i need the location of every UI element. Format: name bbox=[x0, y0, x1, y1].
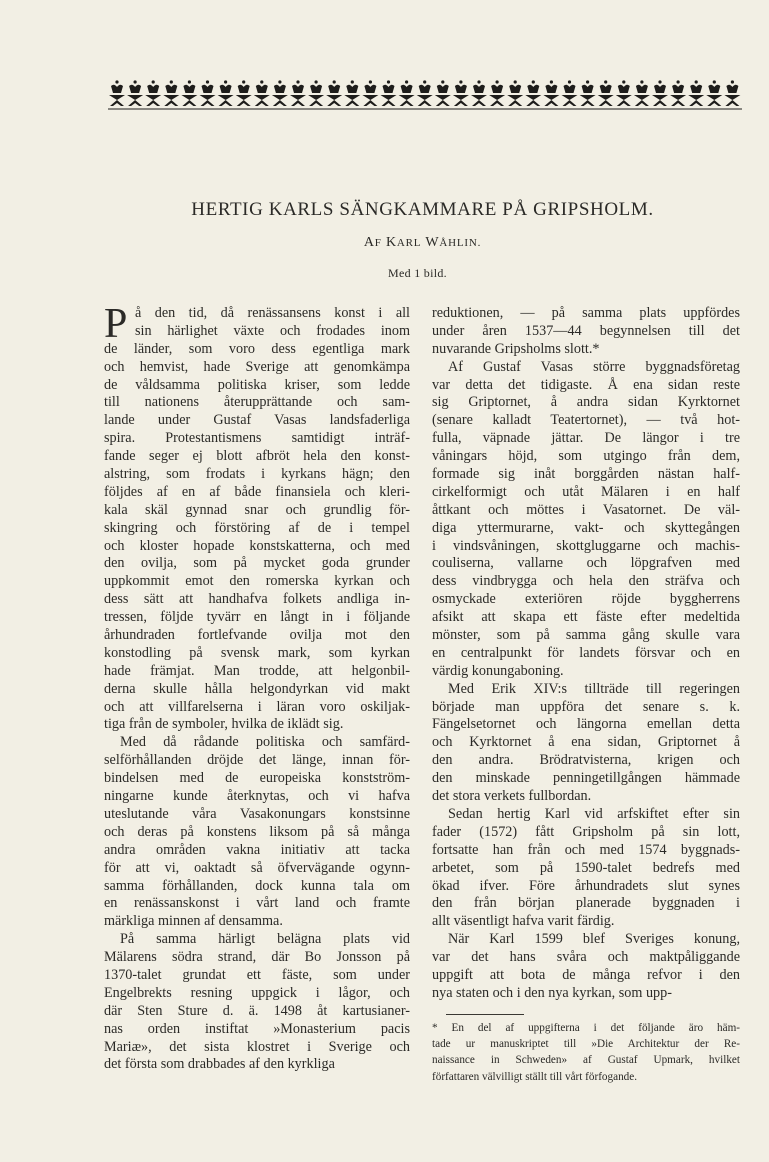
ornament-motif bbox=[417, 80, 433, 106]
ornament-motif bbox=[562, 80, 578, 106]
text-line: fortsatte han från och med 1574 byggnads- bbox=[432, 841, 740, 858]
ornament-motif bbox=[525, 80, 541, 106]
text-line: spira. Protestantismens samtidigt inträf- bbox=[104, 430, 410, 447]
byline-author-rest2: ÅHLIN. bbox=[439, 237, 482, 249]
text-line: å den tid, då renässansens konst i all bbox=[135, 305, 410, 321]
text-line: lande under Gustaf Vasas landsfaderliga bbox=[104, 412, 410, 429]
text-line: sig Griptornet, å andra sidan Kyrktornet bbox=[432, 394, 740, 411]
ornament-motif bbox=[543, 80, 559, 106]
text-line: konstodling på svensk mark, som kyrkan bbox=[104, 644, 410, 661]
text-line: afsikt att skapa ett fäste efter medeltida bbox=[432, 609, 740, 626]
text-line: allt väsentligt hafva varit färdig. bbox=[432, 913, 615, 930]
ornament-motif bbox=[326, 80, 342, 106]
text-line: värdig konungaboning. bbox=[432, 662, 564, 679]
text-line: selförhållanden dröjde det länge, innan för- bbox=[104, 752, 410, 769]
text-line: började man uppföra det senare s. k. bbox=[432, 698, 740, 715]
ornament-motif bbox=[290, 80, 306, 106]
illustration-note: Med 1 bild. bbox=[388, 266, 447, 280]
text-line: märkliga minnen af densamma. bbox=[104, 913, 283, 930]
text-line: Af Gustaf Vasas större byggnadsföretag bbox=[448, 358, 740, 375]
text-line: en renässanskonst i vårt land och framte bbox=[104, 895, 410, 912]
text-line: Med Erik XIV:s tillträde till regeringen bbox=[448, 680, 740, 697]
ornament-motif bbox=[724, 80, 740, 106]
text-line: När Karl 1599 blef Sveriges konung, bbox=[448, 931, 740, 948]
ornament-motif bbox=[435, 80, 451, 106]
text-line: och hemvist, hade Sverige att genomkämpa bbox=[104, 358, 410, 375]
text-line: under åren 1537—44 begynnelsen till det bbox=[432, 322, 740, 339]
ornament-motif bbox=[127, 80, 143, 106]
text-line: alstring, som frodats i kyrkans hägn; den bbox=[104, 466, 410, 483]
text-line: diga yttermurarne, vakt- och skyttegången bbox=[432, 519, 740, 536]
decorative-ornament-band bbox=[108, 78, 742, 112]
byline-author-cap2: W bbox=[425, 235, 440, 250]
text-line: var detta det tidigaste. Å ena sidan reste bbox=[432, 376, 740, 393]
text-line: Mälarens södra strand, där Bo Jonsson på bbox=[104, 949, 410, 966]
ornament-motif bbox=[163, 80, 179, 106]
text-line: tiga från de symboler, hvilka de iklädt sig. bbox=[104, 716, 344, 733]
article-title: HERTIG KARLS SÄNGKAMMARE PÅ GRIPSHOLM. bbox=[191, 199, 654, 220]
byline-prefix-rest: F bbox=[374, 237, 382, 249]
text-line: cirkelformigt och utåt Mälaren i en half bbox=[432, 483, 740, 500]
text-line: de våldsamma politiska kriser, som ledde bbox=[104, 376, 410, 393]
text-line: den andra. Brödratvisterna, krigen och bbox=[432, 752, 740, 769]
ornament-motif bbox=[489, 80, 505, 106]
text-line: det första som drabbades af den kyrkliga bbox=[104, 1056, 335, 1073]
byline-author-rest1: ARL bbox=[396, 237, 422, 249]
text-line: osmyckade exteriören röjde byggherrens bbox=[432, 591, 740, 608]
text-line: fulla, väpnade jättar. De längor i tre bbox=[432, 430, 740, 447]
ornament-motif bbox=[344, 80, 360, 106]
ornament-motif bbox=[652, 80, 668, 106]
text-line: Engelbrekts resning uppgick i lågor, och bbox=[104, 984, 410, 1001]
ornament-motif bbox=[634, 80, 650, 106]
text-line: uppgift att bota de många refvor i den bbox=[432, 966, 740, 983]
text-line: en centralpunkt för landets försvar och en bbox=[432, 644, 740, 661]
text-line: nuvarande Gripsholms slott.* bbox=[432, 340, 600, 357]
text-line: och Kyrktornet å ena sidan, Griptornet å bbox=[432, 734, 740, 751]
text-line: skingring och förstöring af de i tempel bbox=[104, 519, 410, 536]
right-text-column bbox=[432, 305, 740, 1003]
text-line: Mariæ», det sista klostret i Sverige och bbox=[104, 1038, 410, 1055]
text-line: det stora verkets fullbordan. bbox=[432, 788, 592, 805]
text-line: andra områden vakna initiativ att tacka bbox=[104, 841, 410, 858]
byline-prefix-cap: A bbox=[363, 235, 375, 250]
ornament-motif bbox=[453, 80, 469, 106]
ornament-motif bbox=[308, 80, 324, 106]
text-line: ningarne kunde återknytas, och vi hafva bbox=[104, 788, 410, 805]
text-line: kala skäl gynnad snar och grundlig för- bbox=[104, 501, 410, 518]
text-line: i vindsvåningen, skottgluggarne och machis- bbox=[432, 537, 740, 554]
text-line: den minskade penningetillgången hämmade bbox=[432, 770, 740, 787]
ornament-motif bbox=[181, 80, 197, 106]
ornament-motif bbox=[598, 80, 614, 106]
text-line: följdes af en af både finansiela och kleri- bbox=[104, 483, 410, 500]
text-line: arbetet, som på 1590-talet bedrefs med bbox=[432, 859, 740, 876]
text-line: På samma härligt belägna plats vid bbox=[120, 931, 410, 948]
text-line: sin härlighet växte och frodades inom bbox=[135, 322, 410, 339]
text-line: * En del af uppgifterna i det följande äro häm- bbox=[432, 1022, 740, 1034]
text-line: för att vi, oaktadt så öfvervägande ogynn- bbox=[104, 859, 410, 876]
text-line: (senare kalladt Teatertornet), — två hot- bbox=[432, 412, 740, 429]
text-line: och deras på konstens liksom på så många bbox=[104, 823, 410, 840]
text-line: bindelsen med de europeiska konstström- bbox=[104, 770, 410, 787]
ornament-motif bbox=[381, 80, 397, 106]
ornament-motif bbox=[109, 80, 125, 106]
text-line: den från början planerade byggnaden i bbox=[432, 895, 740, 912]
text-line: där Sten Sture d. ä. 1498 åt kartusianer- bbox=[104, 1002, 410, 1019]
footnote bbox=[432, 1020, 740, 1085]
text-line: fader (1572) fått Gripsholm på sin lott, bbox=[432, 823, 740, 840]
text-line: hade främjat. Man trodde, att helgonbil- bbox=[104, 662, 410, 679]
text-line: formade sig inåt borggården nästan half- bbox=[432, 466, 740, 483]
ornament-motif bbox=[145, 80, 161, 106]
text-line: författaren välvilligt ställt till vårt förfogande. bbox=[432, 1070, 638, 1083]
ornament-motif bbox=[670, 80, 686, 106]
text-line: våningars höjd, som utgingo från dem, bbox=[432, 448, 740, 465]
ornament-motif bbox=[706, 80, 722, 106]
text-line: samma förhållanden, dock kunna tala om bbox=[104, 877, 410, 894]
drop-cap: P bbox=[104, 301, 128, 347]
text-line: tressen, följde tyvärr en långt in i följande bbox=[104, 609, 410, 626]
text-line: de länder, som voro dess egentliga mark bbox=[104, 340, 410, 357]
text-line: uppkommit emot den romerska kyrkan och bbox=[104, 573, 410, 590]
ornament-motif bbox=[580, 80, 596, 106]
ornament-motif bbox=[200, 80, 216, 106]
ornament-motif bbox=[616, 80, 632, 106]
text-line: dess sätt att handhafva folkets andliga in- bbox=[104, 591, 410, 608]
left-text-column bbox=[104, 301, 410, 1074]
text-line: och kloster hopade konstskatterna, och med bbox=[104, 537, 410, 554]
ornament-motif bbox=[218, 80, 234, 106]
text-line: couliserna, vallarne och löpgrafven med bbox=[432, 555, 740, 572]
text-line: reduktionen, — på samma plats uppfördes bbox=[432, 305, 740, 321]
ornament-motif bbox=[688, 80, 704, 106]
text-line: 1370-talet grundat ett fäste, som under bbox=[104, 966, 410, 983]
text-line: tade ur manuskriptet till »Die Architektur der Re- bbox=[432, 1038, 740, 1051]
byline-author-cap1: K bbox=[385, 235, 397, 250]
footnote-rule bbox=[446, 1014, 524, 1015]
text-line: Med då rådande politiska och samfärd- bbox=[120, 734, 410, 751]
text-line: nya staten och i den nya kyrkan, som upp- bbox=[432, 984, 672, 1001]
text-line: den ovilja, som på mycket goda grunder bbox=[104, 555, 410, 572]
ornament-motif bbox=[272, 80, 288, 106]
text-line: var det hans svåra och maktpåliggande bbox=[432, 949, 740, 966]
text-line: uteslutande våra Vasakonungars konstsinne bbox=[104, 805, 410, 822]
text-line: åttkant och möttes i Vasatornet. De väl- bbox=[432, 501, 740, 518]
text-line: århundraden fortlefvande ovilja mot den bbox=[104, 627, 410, 644]
ornament-motif bbox=[236, 80, 252, 106]
ornament-motif bbox=[362, 80, 378, 106]
text-line: och att villfarelserna i läran voro oskiljak- bbox=[104, 698, 410, 715]
text-line: nas orden instiftat »Monasterium pacis bbox=[104, 1020, 410, 1037]
text-line: till nationens återupprättande och sam- bbox=[104, 394, 410, 411]
text-line: derna skulle hålla helgondyrkan vid makt bbox=[104, 680, 410, 697]
ornament-motif bbox=[254, 80, 270, 106]
text-line: mönster, som på samma gång skulle vara bbox=[432, 627, 740, 644]
ornament-motif bbox=[399, 80, 415, 106]
text-line: fande seger ej blott afbröt hela den konst- bbox=[104, 448, 410, 465]
byline bbox=[0, 235, 769, 251]
text-line: ökad ifver. Före århundradets slut synes bbox=[432, 877, 740, 894]
text-line: naissance in Schweden» af Gustaf Upmark, hvilket bbox=[432, 1054, 740, 1067]
text-line: Fängelsetornet och längorna emellan detta bbox=[432, 716, 740, 733]
ornament-motif bbox=[507, 80, 523, 106]
text-line: dess vindbrygga och hela den sträfva och bbox=[432, 573, 740, 590]
ornament-motif bbox=[471, 80, 487, 106]
text-line: Sedan hertig Karl vid arfskiftet efter sin bbox=[448, 805, 740, 822]
